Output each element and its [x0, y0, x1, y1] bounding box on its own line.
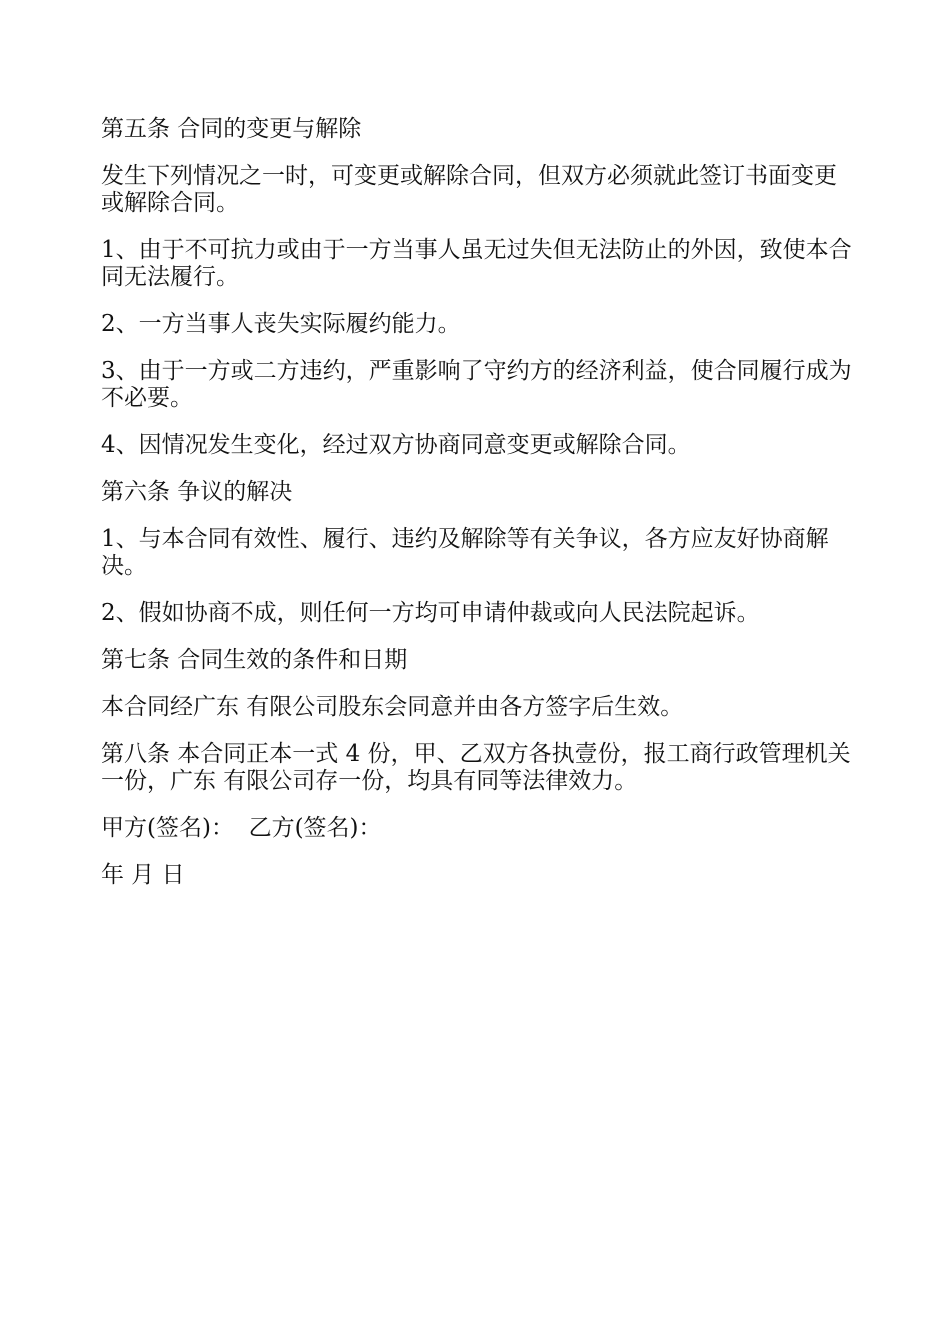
article-8-body: 第八条 本合同正本一式 4 份，甲、乙双方各执壹份，报工商行政管理机关一份，广东 有限公司存一份，均具有同等法律效力。: [101, 741, 851, 794]
article-5-intro: 发生下列情况之一时，可变更或解除合同，但双方必须就此签订书面变更或解除合同。: [101, 163, 837, 216]
article-5-item-2: 2、一方当事人丧失实际履约能力。: [101, 311, 461, 337]
article-7-heading: 第七条 合同生效的条件和日期: [101, 647, 408, 673]
article-5-heading: 第五条 合同的变更与解除: [101, 116, 362, 142]
article-6-item-2: 2、假如协商不成，则任何一方均可申请仲裁或向人民法院起诉。: [101, 600, 760, 626]
article-6-item-1: 1、与本合同有效性、履行、违约及解除等有关争议，各方应友好协商解决。: [101, 526, 829, 579]
article-6-heading: 第六条 争议的解决: [101, 479, 293, 505]
date-line: 年 月 日: [101, 862, 185, 888]
signature-line: 甲方(签名)： 乙方(签名)：: [101, 815, 382, 841]
article-7-body: 本合同经广东 有限公司股东会同意并由各方签字后生效。: [101, 694, 684, 720]
article-5-item-1: 1、由于不可抗力或由于一方当事人虽无过失但无法防止的外因，致使本合同无法履行。: [101, 237, 852, 290]
article-5-item-4: 4、因情况发生变化，经过双方协商同意变更或解除合同。: [101, 432, 691, 458]
article-5-item-3: 3、由于一方或二方违约，严重影响了守约方的经济利益，使合同履行成为不必要。: [101, 358, 852, 411]
document-page: [101, 116, 853, 909]
